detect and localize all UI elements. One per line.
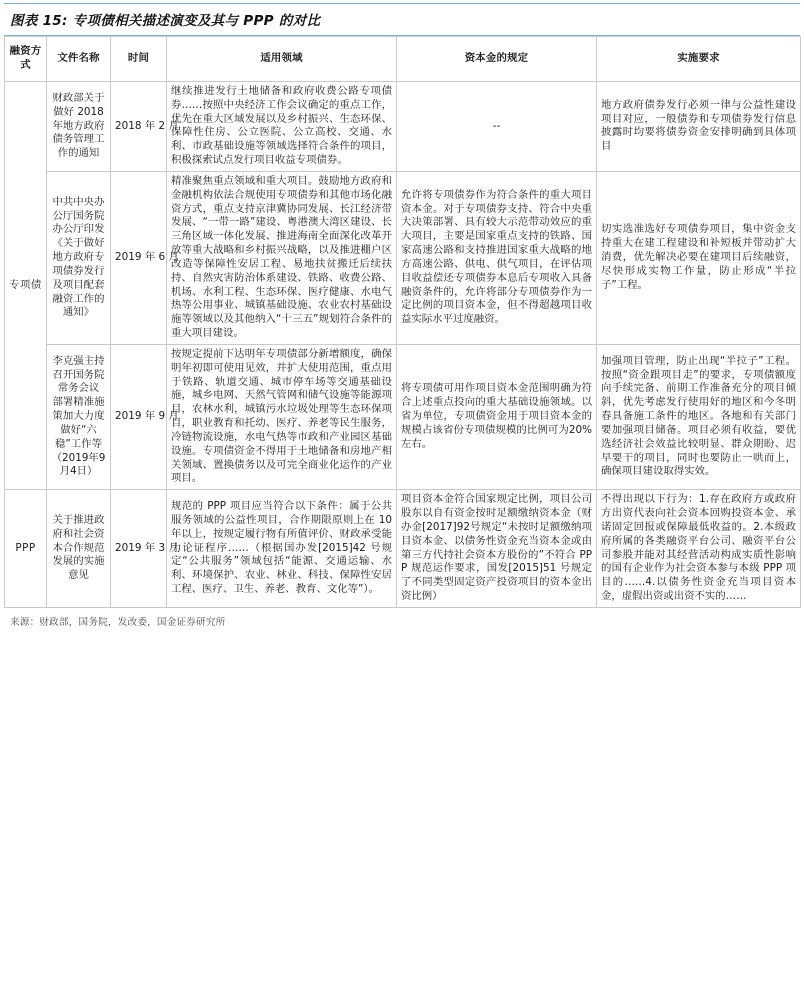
figure-source: 来源：财政部，国务院，发改委，国金证券研究所 — [10, 616, 226, 628]
cell-document-name: 财政部关于做好 2018 年地方政府债务管理工作的通知 — [47, 82, 111, 172]
table-row — [5, 490, 801, 608]
cell-time: 2019 年 6 月 — [111, 171, 167, 344]
cell-financing-mode-ppp: PPP — [5, 490, 47, 608]
column-header-applicable-areas: 适用领域 — [167, 37, 397, 82]
cell-implementation: 不得出现以下行为：1.存在政府方或政府方出资代表向社会资本回购投资本金、承诺固定回报或保障最低收益的。2.本级政府所属的各类融资平台公司、融资平台公司参股并能对其经营活动构成实质性影响的国有企业作为社会资本参与本级 PPP 项目的……4.以债务性资金充当项目资本金，虚假出资或出资不实的…… — [597, 490, 801, 608]
cell-implementation: 加强项目管理，防止出现“半拉子”工程。按照“资金跟项目走”的要求，专项债额度向手续完备、前期工作准备充分的项目倾斜，优先考虑发行使用好的地区和今冬明春具备施工条件的地区。各地和有关部门要加强项目储备。项目必须有收益，要优选经济社会效益比较明显、群众期盼、迟早要干的项目，同时也要防止一哄而上，确保项目建设取得实效。 — [597, 344, 801, 489]
cell-capital-rules: 将专项债可用作项目资本金范围明确为符合上述重点投向的重大基础设施领域。以省为单位，专项债资金用于项目资本金的规模占该省份专项债规模的比例可为20%左右。 — [397, 344, 597, 489]
table-header-row — [5, 37, 801, 82]
table-row — [5, 344, 801, 489]
column-header-capital-rules: 资本金的规定 — [397, 37, 597, 82]
cell-applicable-areas: 按规定提前下达明年专项债部分新增额度，确保明年初即可使用见效，并扩大使用范围，重点用于铁路、轨道交通、城市停车场等交通基础设施，城乡电网、天然气管网和储气设施等能源项目，农林水利，城镇污水垃圾处理等生态环保项目，职业教育和托幼、医疗、养老等民生服务，冷链物流设施，水电气热等市政和产业园区基础设施。专项债资金不得用于土地储备和房地产相关领域、置换债务以及可完全商业化运作的产业项目。 — [167, 344, 397, 489]
cell-time: 2019 年 3 月 — [111, 490, 167, 608]
cell-financing-mode-special-bond: 专项债 — [5, 82, 47, 490]
column-header-time: 时间 — [111, 37, 167, 82]
figure-page — [0, 3, 804, 1003]
table-header — [5, 37, 801, 82]
column-header-financing-mode: 融资方式 — [5, 37, 47, 82]
cell-capital-rules: -- — [397, 82, 597, 172]
cell-time: 2018 年 2 月 — [111, 82, 167, 172]
cell-implementation: 地方政府债券发行必须一律与公益性建设项目对应，一般债券和专项债券发行信息披露时均要将债券资金安排明确到具体项目 — [597, 82, 801, 172]
table-row — [5, 171, 801, 344]
cell-applicable-areas: 精准聚焦重点领域和重大项目。鼓励地方政府和金融机构依法合规使用专项债券和其他市场化融资方式，重点支持京津冀协同发展、长江经济带发展、“一带一路”建设、粤港澳大湾区建设、长三角区域一体化发展、推进海南全面深化改革开放等重大战略和乡村振兴战略，以及推进棚户区改造等保障性安居工程、易地扶贫搬迁后续扶持、自然灾害防治体系建设、铁路、收费公路、机场、水利工程、生态环保、医疗健康、水电气热等公用事业、城镇基础设施、农业农村基础设施等领域以及其他纳入“十三五”规划符合条件的重大项目建设。 — [167, 171, 397, 344]
cell-document-name: 关于推进政府和社会资本合作规范发展的实施意见 — [47, 490, 111, 608]
page-title: 图表 15: 专项债相关描述演变及其与 PPP 的对比 — [10, 13, 321, 29]
cell-time: 2019 年 9 月 — [111, 344, 167, 489]
cell-applicable-areas: 规范的 PPP 项目应当符合以下条件：属于公共服务领域的公益性项目，合作期限原则上在 10 年以上，按规定履行物有所值评价、财政承受能力论证程序……（根据国办发[2015]42 号规定“公共服务”领域包括“能源、交通运输、水利、环境保护、农业、林业、科技、保障性安居工程、医疗、卫生、养老、教育、文化等”）。 — [167, 490, 397, 608]
cell-document-name: 中共中央办公厅国务院办公厅印发《关于做好地方政府专项债券发行及项目配套融资工作的通知》 — [47, 171, 111, 344]
table-body — [5, 82, 801, 608]
figure-title-bar — [4, 3, 800, 36]
column-header-document-name: 文件名称 — [47, 37, 111, 82]
column-header-implementation: 实施要求 — [597, 37, 801, 82]
cell-capital-rules: 项目资本金符合国家规定比例，项目公司股东以自有资金按时足额缴纳资本金（财办金[2017]92号规定“未按时足额缴纳项目资本金、以债务性资金充当资本金或由第三方代持社会资本方股份的”不符合 PPP 规范运作要求，国发[2015]51 号规定了不同类型固定资产投资项目的资本金出资比例） — [397, 490, 597, 608]
table-row — [5, 82, 801, 172]
cell-applicable-areas: 继续推进发行土地储备和政府收费公路专项债券……按照中央经济工作会议确定的重点工作，优先在重大区域发展以及乡村振兴、生态环保、保障性住房、公立医院、公立高校、交通、水利、市政基础设施等领域选择符合条件的项目，积极探索试点发行项目收益专项债券。 — [167, 82, 397, 172]
cell-implementation: 切实选准选好专项债券项目，集中资金支持重大在建工程建设和补短板并带动扩大消费，优先解决必要在建项目后续融资，尽快形成实物工作量，防止形成“半拉子”工程。 — [597, 171, 801, 344]
cell-document-name: 李克强主持召开国务院常务会议 部署精准施策加大力度做好“六稳”工作等（2019年9月4日） — [47, 344, 111, 489]
comparison-table — [4, 36, 801, 608]
cell-capital-rules: 允许将专项债券作为符合条件的重大项目资本金。对于专项债券支持、符合中央重大决策部署、具有较大示范带动效应的重大项目，主要是国家重点支持的铁路、国家高速公路和支持推进国家重大战略的地方高速公路、供电、供气项目，在评估项目收益偿还专项债券本息后专项收入具备融资条件的，允许将部分专项债券作为一定比例的项目资本金，但不得超越项目收益实际水平过度融资。 — [397, 171, 597, 344]
